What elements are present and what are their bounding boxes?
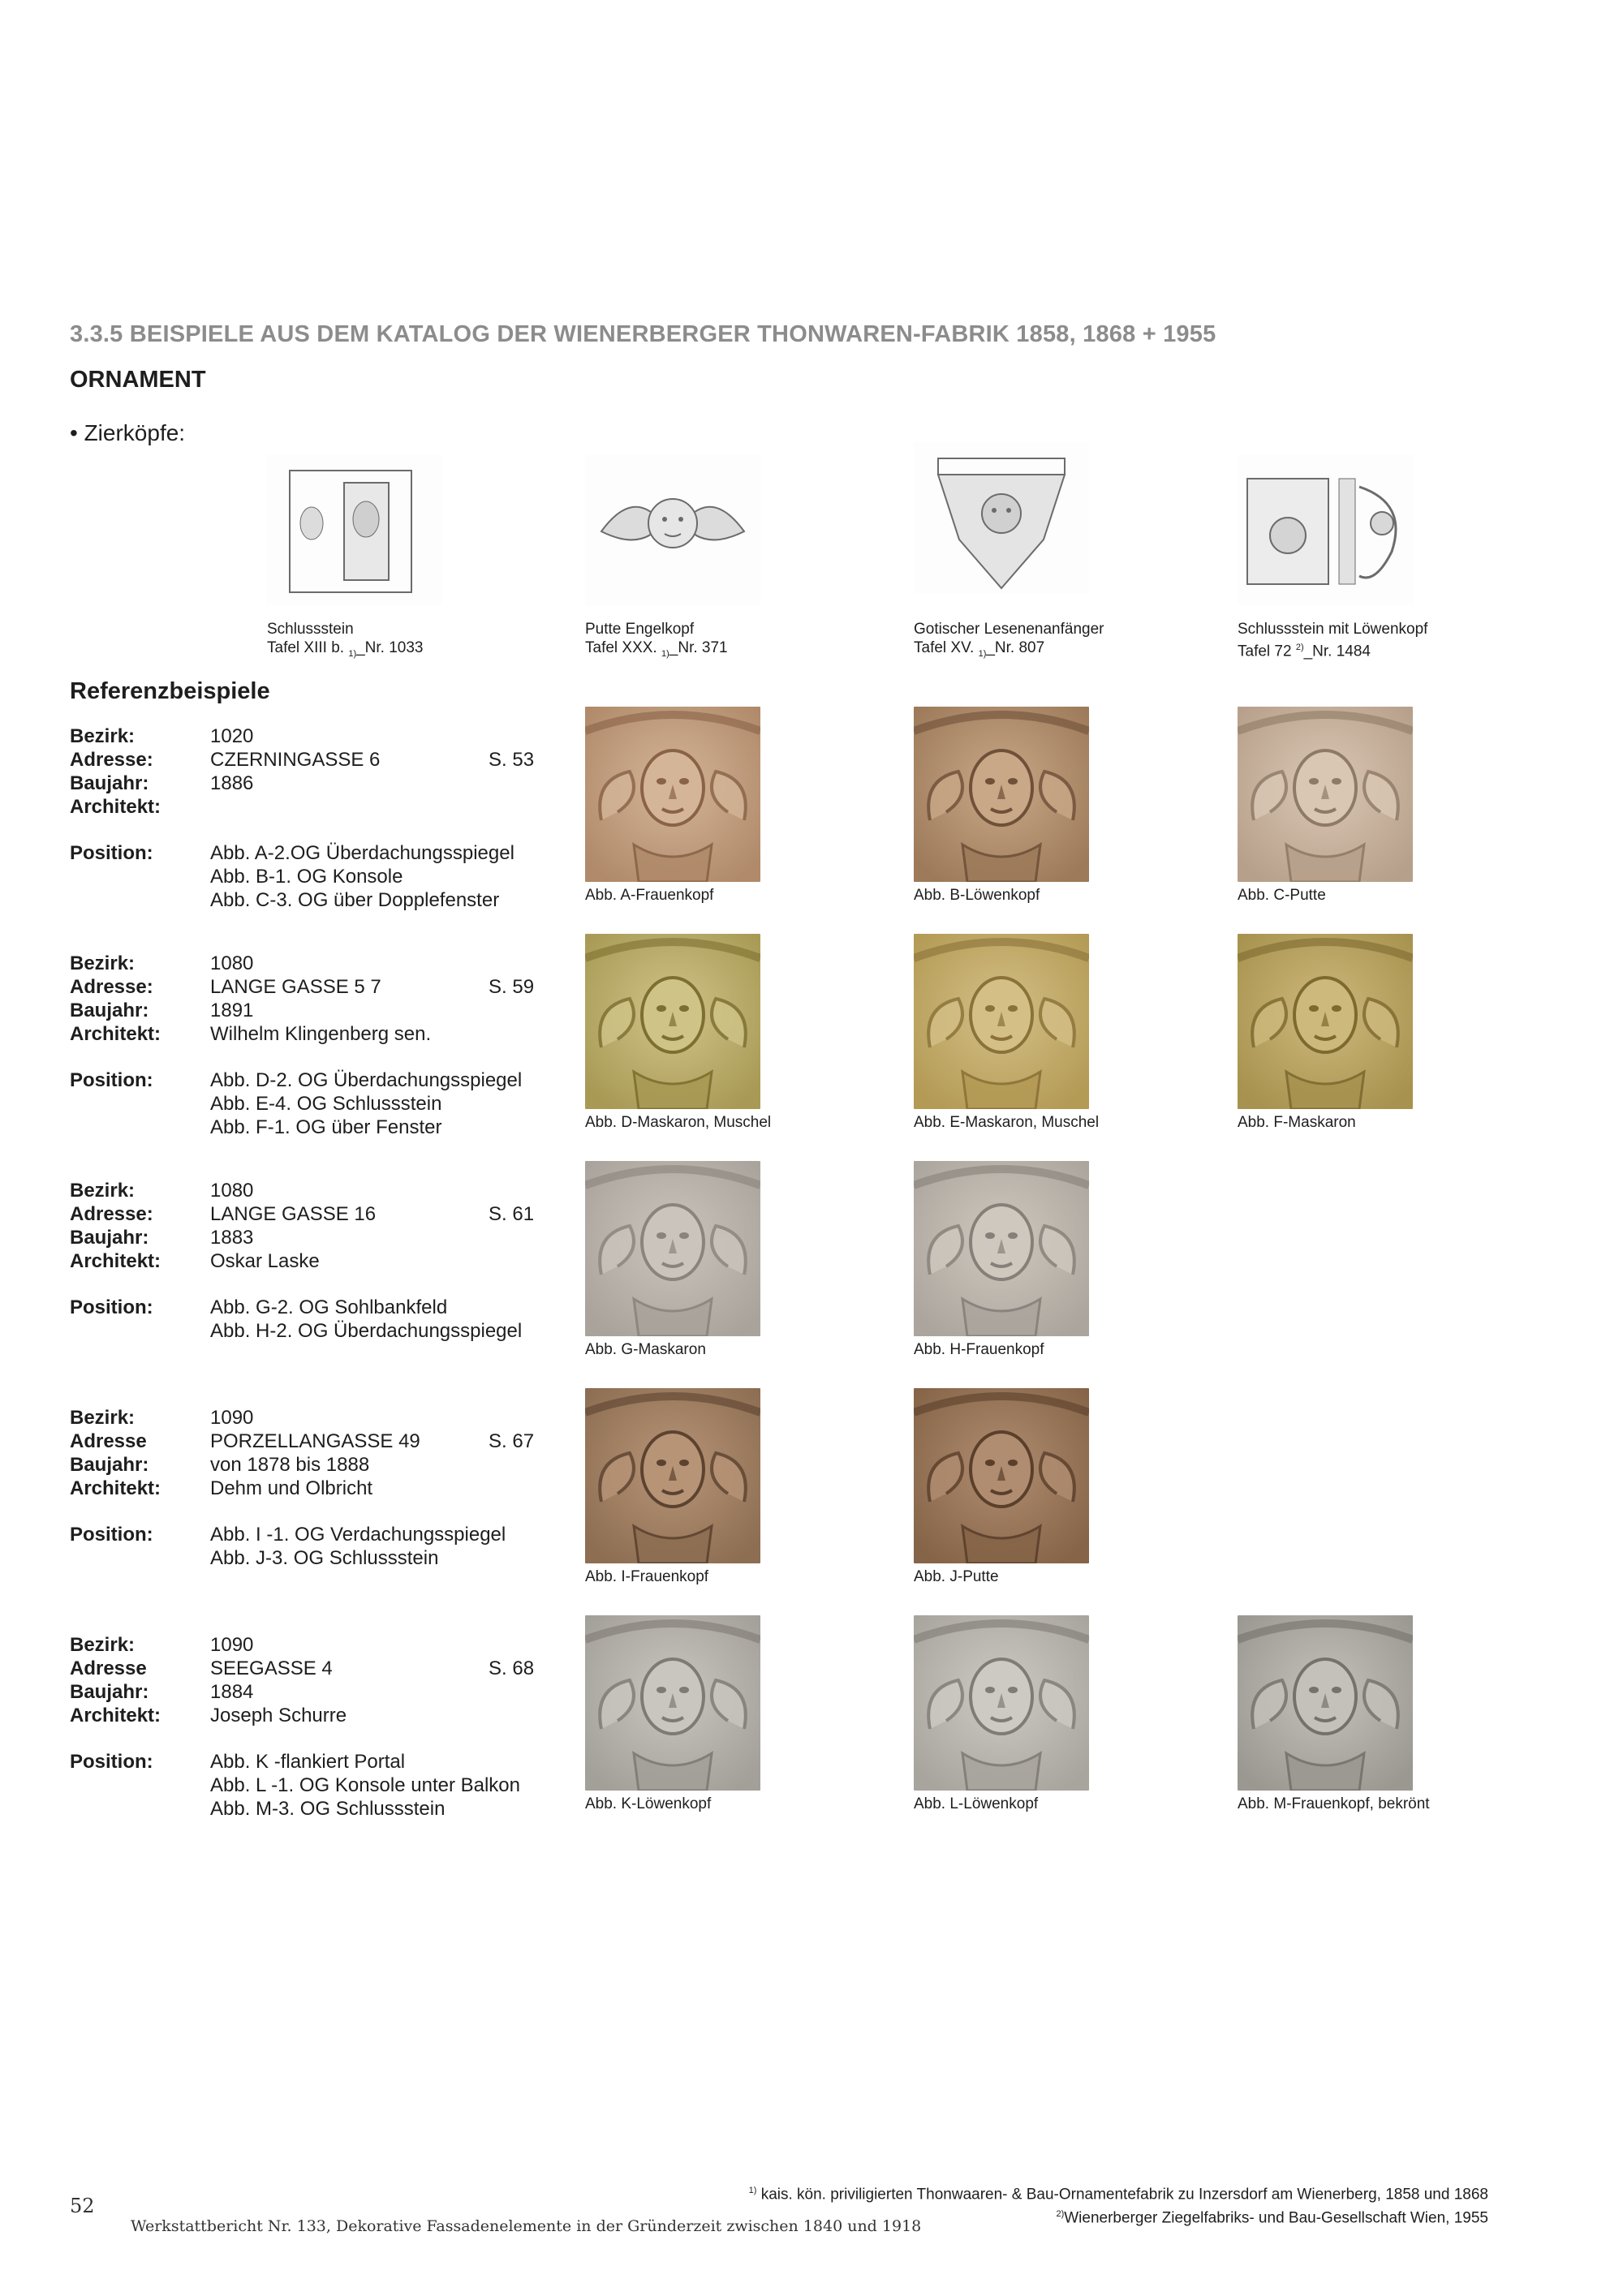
relief-image — [914, 1388, 1089, 1563]
ornament-photo — [914, 1388, 1089, 1563]
field-value: PORZELLANGASSE 49 — [210, 1430, 420, 1452]
field-label — [70, 1797, 210, 1821]
photo-caption: Abb. G-Maskaron — [585, 1341, 706, 1358]
relief-image — [1238, 934, 1413, 1109]
photo-caption: Abb. I-Frauenkopf — [585, 1568, 709, 1585]
field-bezirk — [70, 1406, 557, 1430]
field-baujahr — [70, 1453, 557, 1477]
catalog-table: Tafel XV. — [914, 639, 975, 656]
field-label — [70, 888, 210, 912]
ornament-photo — [1238, 707, 1413, 882]
spacer — [70, 1046, 557, 1068]
ornament-photo — [585, 934, 760, 1109]
ornament-photo — [1238, 1615, 1413, 1791]
field-value: Wilhelm Klingenberg sen. — [210, 1023, 432, 1045]
field-value: von 1878 bis 1888 — [210, 1454, 370, 1476]
field-label: Bezirk: — [70, 1180, 136, 1202]
page-reference: S. 68 — [489, 1658, 535, 1679]
position-line — [70, 1774, 557, 1797]
reference-block — [70, 1179, 557, 1343]
catalog-table: Tafel 72 — [1238, 643, 1292, 660]
page-reference: S. 59 — [489, 976, 535, 998]
field-label: Adresse: — [70, 976, 153, 998]
field-label — [70, 1774, 210, 1797]
field-label: Bezirk: — [70, 1407, 136, 1429]
field-label: Adresse: — [70, 1203, 153, 1225]
catalog-number: _Nr. 1484 — [1303, 643, 1371, 660]
position-line — [70, 1750, 557, 1774]
spacer — [70, 819, 557, 841]
photo-caption: Abb. B-Löwenkopf — [914, 887, 1040, 904]
position-value: Abb. F-1. OG über Fenster — [210, 1116, 442, 1138]
field-value: 1090 — [210, 1407, 254, 1429]
photo-caption: Abb. E-Maskaron, Muschel — [914, 1114, 1100, 1131]
field-baujahr — [70, 1680, 557, 1704]
ornament-photo — [914, 1615, 1089, 1791]
catalog-footnote-ref: 2) — [1295, 643, 1304, 652]
footnote-2: $^{2)}$Wienerberger Ziegelfabriks- und Bau-Gesellschaft Wien, 1955 — [1056, 2209, 1488, 2227]
field-value: 1891 — [210, 1000, 254, 1021]
position-value: Abb. J-3. OG Schlussstein — [210, 1547, 439, 1569]
field-label: Baujahr: — [70, 772, 149, 794]
catalog-caption — [914, 620, 1104, 664]
relief-image — [585, 707, 760, 882]
field-label: Adresse: — [70, 749, 153, 771]
position-line — [70, 841, 557, 865]
spacer — [70, 1500, 557, 1523]
photo-caption: Abb. M-Frauenkopf, bekrönt — [1238, 1795, 1430, 1812]
field-label: Position: — [70, 1296, 153, 1318]
relief-image — [914, 934, 1089, 1109]
position-value: Abb. L -1. OG Konsole unter Balkon — [210, 1774, 520, 1796]
spacer — [70, 1727, 557, 1750]
footer-text: Werkstattbericht Nr. 133, Dekorative Fassadenelemente in der Gründerzeit zwischen 1840 und 1918 — [131, 2217, 922, 2235]
page-reference: S. 53 — [489, 749, 535, 771]
catalog-number: _Nr. 371 — [669, 639, 728, 656]
field-label: Position: — [70, 1751, 153, 1773]
position-value: Abb. A-2.OG Überdachungsspiegel — [210, 842, 514, 864]
field-architekt — [70, 795, 557, 819]
field-value: 1883 — [210, 1227, 254, 1249]
position-line — [70, 1296, 557, 1319]
position-value: Abb. C-3. OG über Dopplefenster — [210, 889, 500, 911]
photo-caption: Abb. L-Löwenkopf — [914, 1795, 1039, 1812]
field-label: Position: — [70, 1524, 153, 1546]
relief-image — [914, 707, 1089, 882]
catalog-engraving — [1238, 454, 1413, 605]
engraving-drawing — [267, 454, 442, 605]
catalog-name: Schlussstein — [267, 621, 354, 638]
relief-image — [914, 1161, 1089, 1336]
reference-block — [70, 952, 557, 1139]
reference-block — [70, 1633, 557, 1821]
position-value: Abb. K -flankiert Portal — [210, 1751, 406, 1773]
catalog-reference — [1238, 638, 1427, 660]
field-label — [70, 1092, 210, 1116]
relief-image — [585, 1615, 760, 1791]
photo-caption: Abb. J-Putte — [914, 1568, 999, 1585]
field-label — [70, 1319, 210, 1343]
field-adresse — [70, 1430, 557, 1453]
relief-image — [585, 934, 760, 1109]
page-number: 52 — [70, 2195, 95, 2217]
photo-caption: Abb. H-Frauenkopf — [914, 1341, 1044, 1358]
catalog-number: _Nr. 1033 — [356, 639, 424, 656]
field-bezirk — [70, 1179, 557, 1202]
field-value: 1884 — [210, 1681, 254, 1703]
ornament-photo — [585, 1388, 760, 1563]
position-line — [70, 1546, 557, 1570]
catalog-caption — [585, 620, 728, 664]
position-value: Abb. H-2. OG Überdachungsspiegel — [210, 1320, 523, 1342]
section-title: 3.3.5 BEISPIELE AUS DEM KATALOG DER WIENERBERGER THONWAREN-FABRIK 1858, 1868 + 1955 — [70, 321, 1216, 347]
field-label: Baujahr: — [70, 1000, 149, 1021]
photo-caption: Abb. F-Maskaron — [1238, 1114, 1356, 1131]
catalog-footnote-ref: 1) — [978, 648, 987, 659]
field-value: 1020 — [210, 725, 254, 747]
catalog-footnote-ref: 1) — [348, 648, 357, 659]
field-value: 1886 — [210, 772, 254, 794]
field-value: 1080 — [210, 952, 254, 974]
field-label: Adresse — [70, 1658, 147, 1679]
field-value: Dehm und Olbricht — [210, 1477, 373, 1499]
field-value: 1090 — [210, 1634, 254, 1656]
photo-caption: Abb. D-Maskaron, Muschel — [585, 1114, 772, 1131]
catalog-number: _Nr. 807 — [986, 639, 1045, 656]
field-adresse — [70, 1657, 557, 1680]
field-label: Bezirk: — [70, 725, 136, 747]
field-adresse — [70, 748, 557, 772]
field-value: SEEGASSE 4 — [210, 1658, 333, 1679]
field-architekt — [70, 1022, 557, 1046]
catalog-caption — [267, 620, 424, 664]
position-line — [70, 1116, 557, 1139]
bullet-heading: • Zierköpfe: — [70, 420, 186, 445]
field-label: Architekt: — [70, 1250, 161, 1272]
field-label — [70, 1116, 210, 1139]
catalog-caption — [1238, 620, 1427, 660]
relief-image — [1238, 707, 1413, 882]
photo-caption: Abb. K-Löwenkopf — [585, 1795, 712, 1812]
footnote-1: $^{1)}$ kais. kön. priviligierten Thonwaaren- & Bau-Ornamentefabrik zu Inzersdorf am Wienerberg, 1858 und 1868 — [748, 2186, 1488, 2204]
ornament-photo — [585, 707, 760, 882]
spacer — [70, 1273, 557, 1296]
catalog-name: Schlussstein mit Löwenkopf — [1238, 621, 1428, 638]
position-line — [70, 1319, 557, 1343]
position-line — [70, 1092, 557, 1116]
field-label: Architekt: — [70, 1705, 161, 1726]
subtitle: ORNAMENT — [70, 367, 206, 393]
ornament-photo — [585, 1161, 760, 1336]
position-line — [70, 1068, 557, 1092]
catalog-table: Tafel XXX. — [585, 639, 657, 656]
catalog-reference — [585, 638, 728, 664]
catalog-footnote-ref: 1) — [661, 648, 669, 659]
field-label: Baujahr: — [70, 1227, 149, 1249]
field-label: Baujahr: — [70, 1454, 149, 1476]
engraving-drawing — [585, 454, 760, 605]
catalog-engraving — [585, 454, 760, 605]
ornament-photo — [914, 934, 1089, 1109]
field-value — [210, 795, 557, 819]
engraving-drawing — [914, 442, 1089, 593]
relief-image — [914, 1615, 1089, 1791]
page-reference: S. 61 — [489, 1203, 535, 1225]
reference-block — [70, 1406, 557, 1570]
photo-caption: Abb. C-Putte — [1238, 887, 1326, 904]
photo-caption: Abb. A-Frauenkopf — [585, 887, 714, 904]
field-value: 1080 — [210, 1180, 254, 1202]
catalog-reference — [914, 638, 1104, 664]
catalog-engraving — [914, 442, 1089, 593]
field-architekt — [70, 1477, 557, 1500]
page-reference: S. 67 — [489, 1430, 535, 1452]
position-value: Abb. D-2. OG Überdachungsspiegel — [210, 1069, 523, 1091]
field-label: Bezirk: — [70, 1634, 136, 1656]
field-value: LANGE GASSE 16 — [210, 1203, 377, 1225]
field-adresse — [70, 975, 557, 999]
reference-block — [70, 724, 557, 912]
field-adresse — [70, 1202, 557, 1226]
ornament-photo — [914, 707, 1089, 882]
position-value: Abb. E-4. OG Schlussstein — [210, 1093, 442, 1115]
ornament-photo — [1238, 934, 1413, 1109]
field-label: Architekt: — [70, 1023, 161, 1045]
relief-image — [585, 1161, 760, 1336]
field-label: Position: — [70, 1069, 153, 1091]
field-architekt — [70, 1704, 557, 1727]
ornament-photo — [585, 1615, 760, 1791]
field-value: Joseph Schurre — [210, 1705, 347, 1726]
engraving-drawing — [1238, 454, 1413, 605]
position-value: Abb. I -1. OG Verdachungsspiegel — [210, 1524, 506, 1546]
ornament-photo — [914, 1161, 1089, 1336]
reference-title: Referenzbeispiele — [70, 678, 270, 704]
field-label: Architekt: — [70, 796, 161, 818]
relief-image — [585, 1388, 760, 1563]
catalog-reference — [267, 638, 424, 664]
catalog-name: Gotischer Lesenenanfänger — [914, 621, 1104, 638]
position-value: Abb. G-2. OG Sohlbankfeld — [210, 1296, 448, 1318]
position-line — [70, 1523, 557, 1546]
field-bezirk — [70, 952, 557, 975]
field-label — [70, 865, 210, 888]
catalog-table: Tafel XIII b. — [267, 639, 345, 656]
position-line — [70, 888, 557, 912]
field-label: Bezirk: — [70, 952, 136, 974]
field-label: Adresse — [70, 1430, 147, 1452]
field-value: Oskar Laske — [210, 1250, 320, 1272]
relief-image — [1238, 1615, 1413, 1791]
position-line — [70, 1797, 557, 1821]
field-baujahr — [70, 772, 557, 795]
field-bezirk — [70, 724, 557, 748]
catalog-engraving — [267, 454, 442, 605]
field-label: Position: — [70, 842, 153, 864]
field-label: Baujahr: — [70, 1681, 149, 1703]
position-value: Abb. M-3. OG Schlussstein — [210, 1798, 446, 1820]
field-value: LANGE GASSE 5 7 — [210, 976, 381, 998]
field-value: CZERNINGASSE 6 — [210, 749, 381, 771]
catalog-name: Putte Engelkopf — [585, 621, 695, 638]
field-label — [70, 1546, 210, 1570]
field-label: Architekt: — [70, 1477, 161, 1499]
field-architekt — [70, 1249, 557, 1273]
position-value: Abb. B-1. OG Konsole — [210, 866, 403, 888]
field-bezirk — [70, 1633, 557, 1657]
field-baujahr — [70, 1226, 557, 1249]
position-line — [70, 865, 557, 888]
field-baujahr — [70, 999, 557, 1022]
